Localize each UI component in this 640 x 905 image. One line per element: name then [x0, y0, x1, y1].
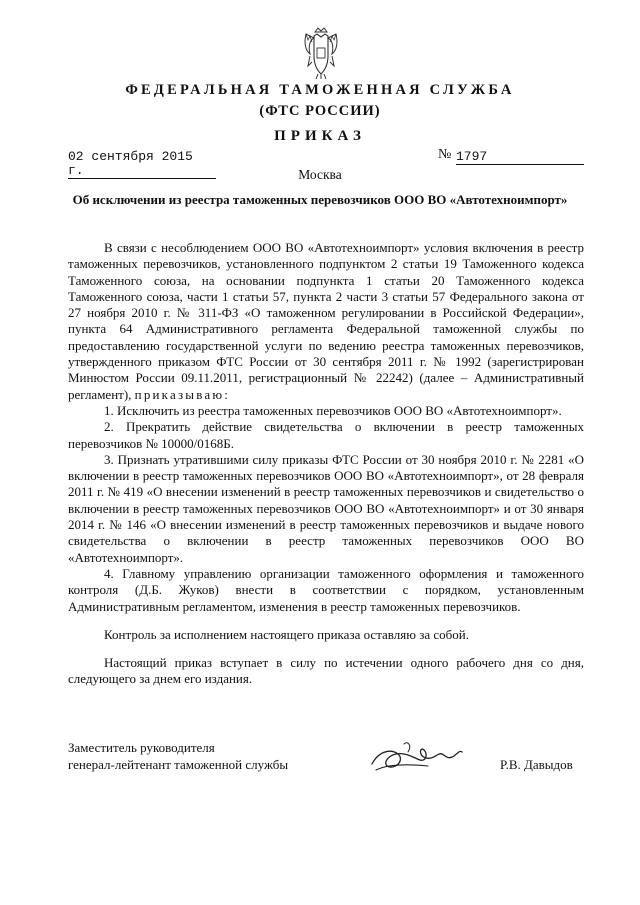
number-sign: № [438, 147, 452, 162]
position-line: Заместитель руководителя [68, 740, 215, 755]
agency-name: ФЕДЕРАЛЬНАЯ ТАМОЖЕННАЯ СЛУЖБА [125, 82, 515, 98]
order-body [68, 240, 584, 688]
handwritten-signature [368, 734, 464, 778]
position-line: генерал-лейтенант таможенной службы [68, 756, 289, 772]
intro-paragraph [68, 240, 584, 403]
control-paragraph: Контроль за исполнением настоящего приказа оставляю за собой. [104, 626, 469, 642]
signatory-name: Р.В. Давыдов [500, 757, 573, 772]
order-item: 2. Прекратить действие свидетельства о включении в реестр таможенных перевозчиков № 10000/0168Б. [68, 419, 584, 451]
order-item: 4. Главному управлению организации таможенного оформления и таможенного контроля (Д.Б. Жуков) внести в соответствии с порядком, установленным Административным регламентом, изменения в реестр таможенных перевозчиков. [68, 565, 584, 614]
order-item: 3. Признать утратившими силу приказы ФТС России от 30 ноября 2010 г. № 2281 «О включении в реестр таможенных перевозчиков ООО ВО «Автотехноимпорт», от 28 февраля 2011 г. № 419 «О внесении изменений в реестр таможенных перевозчиков и свидетельство о включении в реестр таможенных перевозчиков ООО ВО «Автотехноимпорт» и от 30 января 2014 г. № 146 «О внесении изменений в реестр таможенных перевозчиков и выдаче нового свидетельства о включении в реестр таможенных перевозчиков ООО ВО «Автотехноимпорт». [68, 451, 584, 565]
order-word: приказываю: [134, 386, 231, 402]
order-item: 1. Исключить из реестра таможенных перевозчиков ООО ВО «Автотехноимпорт». [104, 402, 562, 418]
order-number: 1797 [456, 150, 584, 165]
agency-short-name: (ФТС РОССИИ) [259, 103, 381, 119]
document-type: ПРИКАЗ [274, 128, 366, 144]
signatory-position [68, 740, 288, 773]
order-subject: Об исключении из реестра таможенных перевозчиков ООО ВО «Автотехноимпорт» [72, 192, 568, 207]
effective-paragraph: Настоящий приказ вступает в силу по истечении одного рабочего дня со дня, следующего за днем его издания. [68, 655, 584, 687]
city: Москва [298, 167, 342, 182]
order-date: 02 сентября 2015 г. [68, 150, 216, 179]
intro-text: В связи с несоблюдением ООО ВО «Автотехноимпорт» условия включения в реестр таможенных перевозчиков, установленного подпунктом 2 статьи 19 Таможенного кодекса Таможенного союза, на основании подпункта 1 статьи 20 Таможенного кодекса Таможенного союза, части 1 статьи 57, пункта 2 части 3 статьи 57 Федерального закона от 27 ноября 2010 г. № 311-ФЗ «О таможенном регулировании в Российской Федерации», пункта 64 Административного регламента Федеральной таможенной службы по предоставлению государственной услуги по ведению реестра таможенных перевозчиков, утвержденного приказом ФТС России от 30 сентября 2011 г. № 1992 (зарегистрирован Минюстом России 09.11.2011, регистрационный № 22242) (далее – Административный регламент), [68, 240, 584, 402]
coat-of-arms-icon [300, 26, 342, 80]
